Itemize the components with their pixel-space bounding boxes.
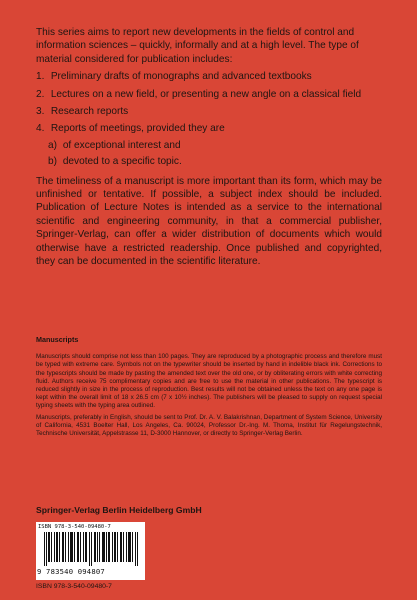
sub-list-item-letter: b) — [48, 156, 57, 168]
sub-list-item-text: devoted to a specific topic. — [62, 156, 182, 168]
list-item — [36, 70, 382, 83]
list-item — [36, 105, 382, 118]
barcode-bars-icon — [44, 532, 140, 566]
list-item-text: Research reports — [50, 106, 129, 118]
list-item-number: 1. — [36, 71, 45, 83]
sub-list-item-text: of exceptional interest and — [62, 139, 181, 151]
sub-list-item-letter: a) — [48, 139, 57, 151]
manuscripts-heading: Manuscripts — [36, 335, 79, 344]
isbn-label: ISBN 978-3-540-09480-7 — [36, 583, 112, 590]
list-item — [36, 122, 382, 135]
manuscripts-section — [36, 336, 382, 441]
manuscripts-paragraph: Manuscripts should comprise not less than 100 pages. They are reproduced by a photographic process and therefore must be typed with extreme care. Symbols not on the typewriter should be inserted by hand in indelible black ink. Corrections to the typescripts should be made by pasting the amended text over the old one, or by obliterating errors with white correcting fluid. Authors receive 75 complimentary copies and are free to use the material in other publications. The typescript is reduced slightly in size in the process of reproduction. Best results will not be obtained unless the text on any one page is kept within the overall limit of 18 x 26.5 cm (7 x 10½ inches). The publishers will be pleased to supply on request special typing sheets with the typing area outlined. — [36, 353, 382, 410]
sub-list-item — [48, 139, 382, 152]
barcode-digits: 9 783540 094807 — [37, 567, 105, 576]
list-item-text: Preliminary drafts of monographs and advanced textbooks — [50, 71, 312, 83]
barcode — [36, 522, 145, 580]
intro-lead: This series aims to report new developments in the fields of control and information sciences – quickly, informally and at a high level. The type of material considered for publication includes: — [36, 27, 359, 65]
sub-list-item — [48, 155, 382, 168]
barcode-isbn-label: ISBN 978-3-540-09480-7 — [38, 524, 111, 530]
publisher-name: Springer-Verlag Berlin Heidelberg GmbH — [36, 505, 202, 515]
timeliness-paragraph: The timeliness of a manuscript is more important than its form, which may be unfinished or tentative. If possible, a subject index should be included. Publication of Lecture Notes is intended as a service to the international scientific and engineering community, in that a commercial publisher, Springer-Verlag, can offer a wider distribution of documents which would otherwise have a restricted readership. Once published and copyrighted, they can be documented in the scientific literature. — [36, 175, 382, 268]
list-item-text: Lectures on a new field, or presenting a new angle on a classical field — [50, 88, 362, 100]
list-item-number: 3. — [36, 106, 45, 118]
list-item-text: Reports of meetings, provided they are — [50, 123, 225, 135]
series-description — [36, 26, 382, 269]
list-item-number: 2. — [36, 88, 45, 100]
manuscripts-submission-paragraph: Manuscripts, preferably in English, should be sent to Prof. Dr. A. V. Balakrishnan, Department of System Science, University of California, 4531 Boelter Hall, Los Angeles, Ca. 90024, Professor Dr.-Ing. M. Thoma, Institut für Regelungstechnik, Technische Universität, Appelstrasse 11, D-3000 Hannover, or directly to Springer-Verlag Berlin. — [36, 413, 382, 438]
list-item-number: 4. — [36, 123, 45, 135]
list-item — [36, 88, 382, 101]
